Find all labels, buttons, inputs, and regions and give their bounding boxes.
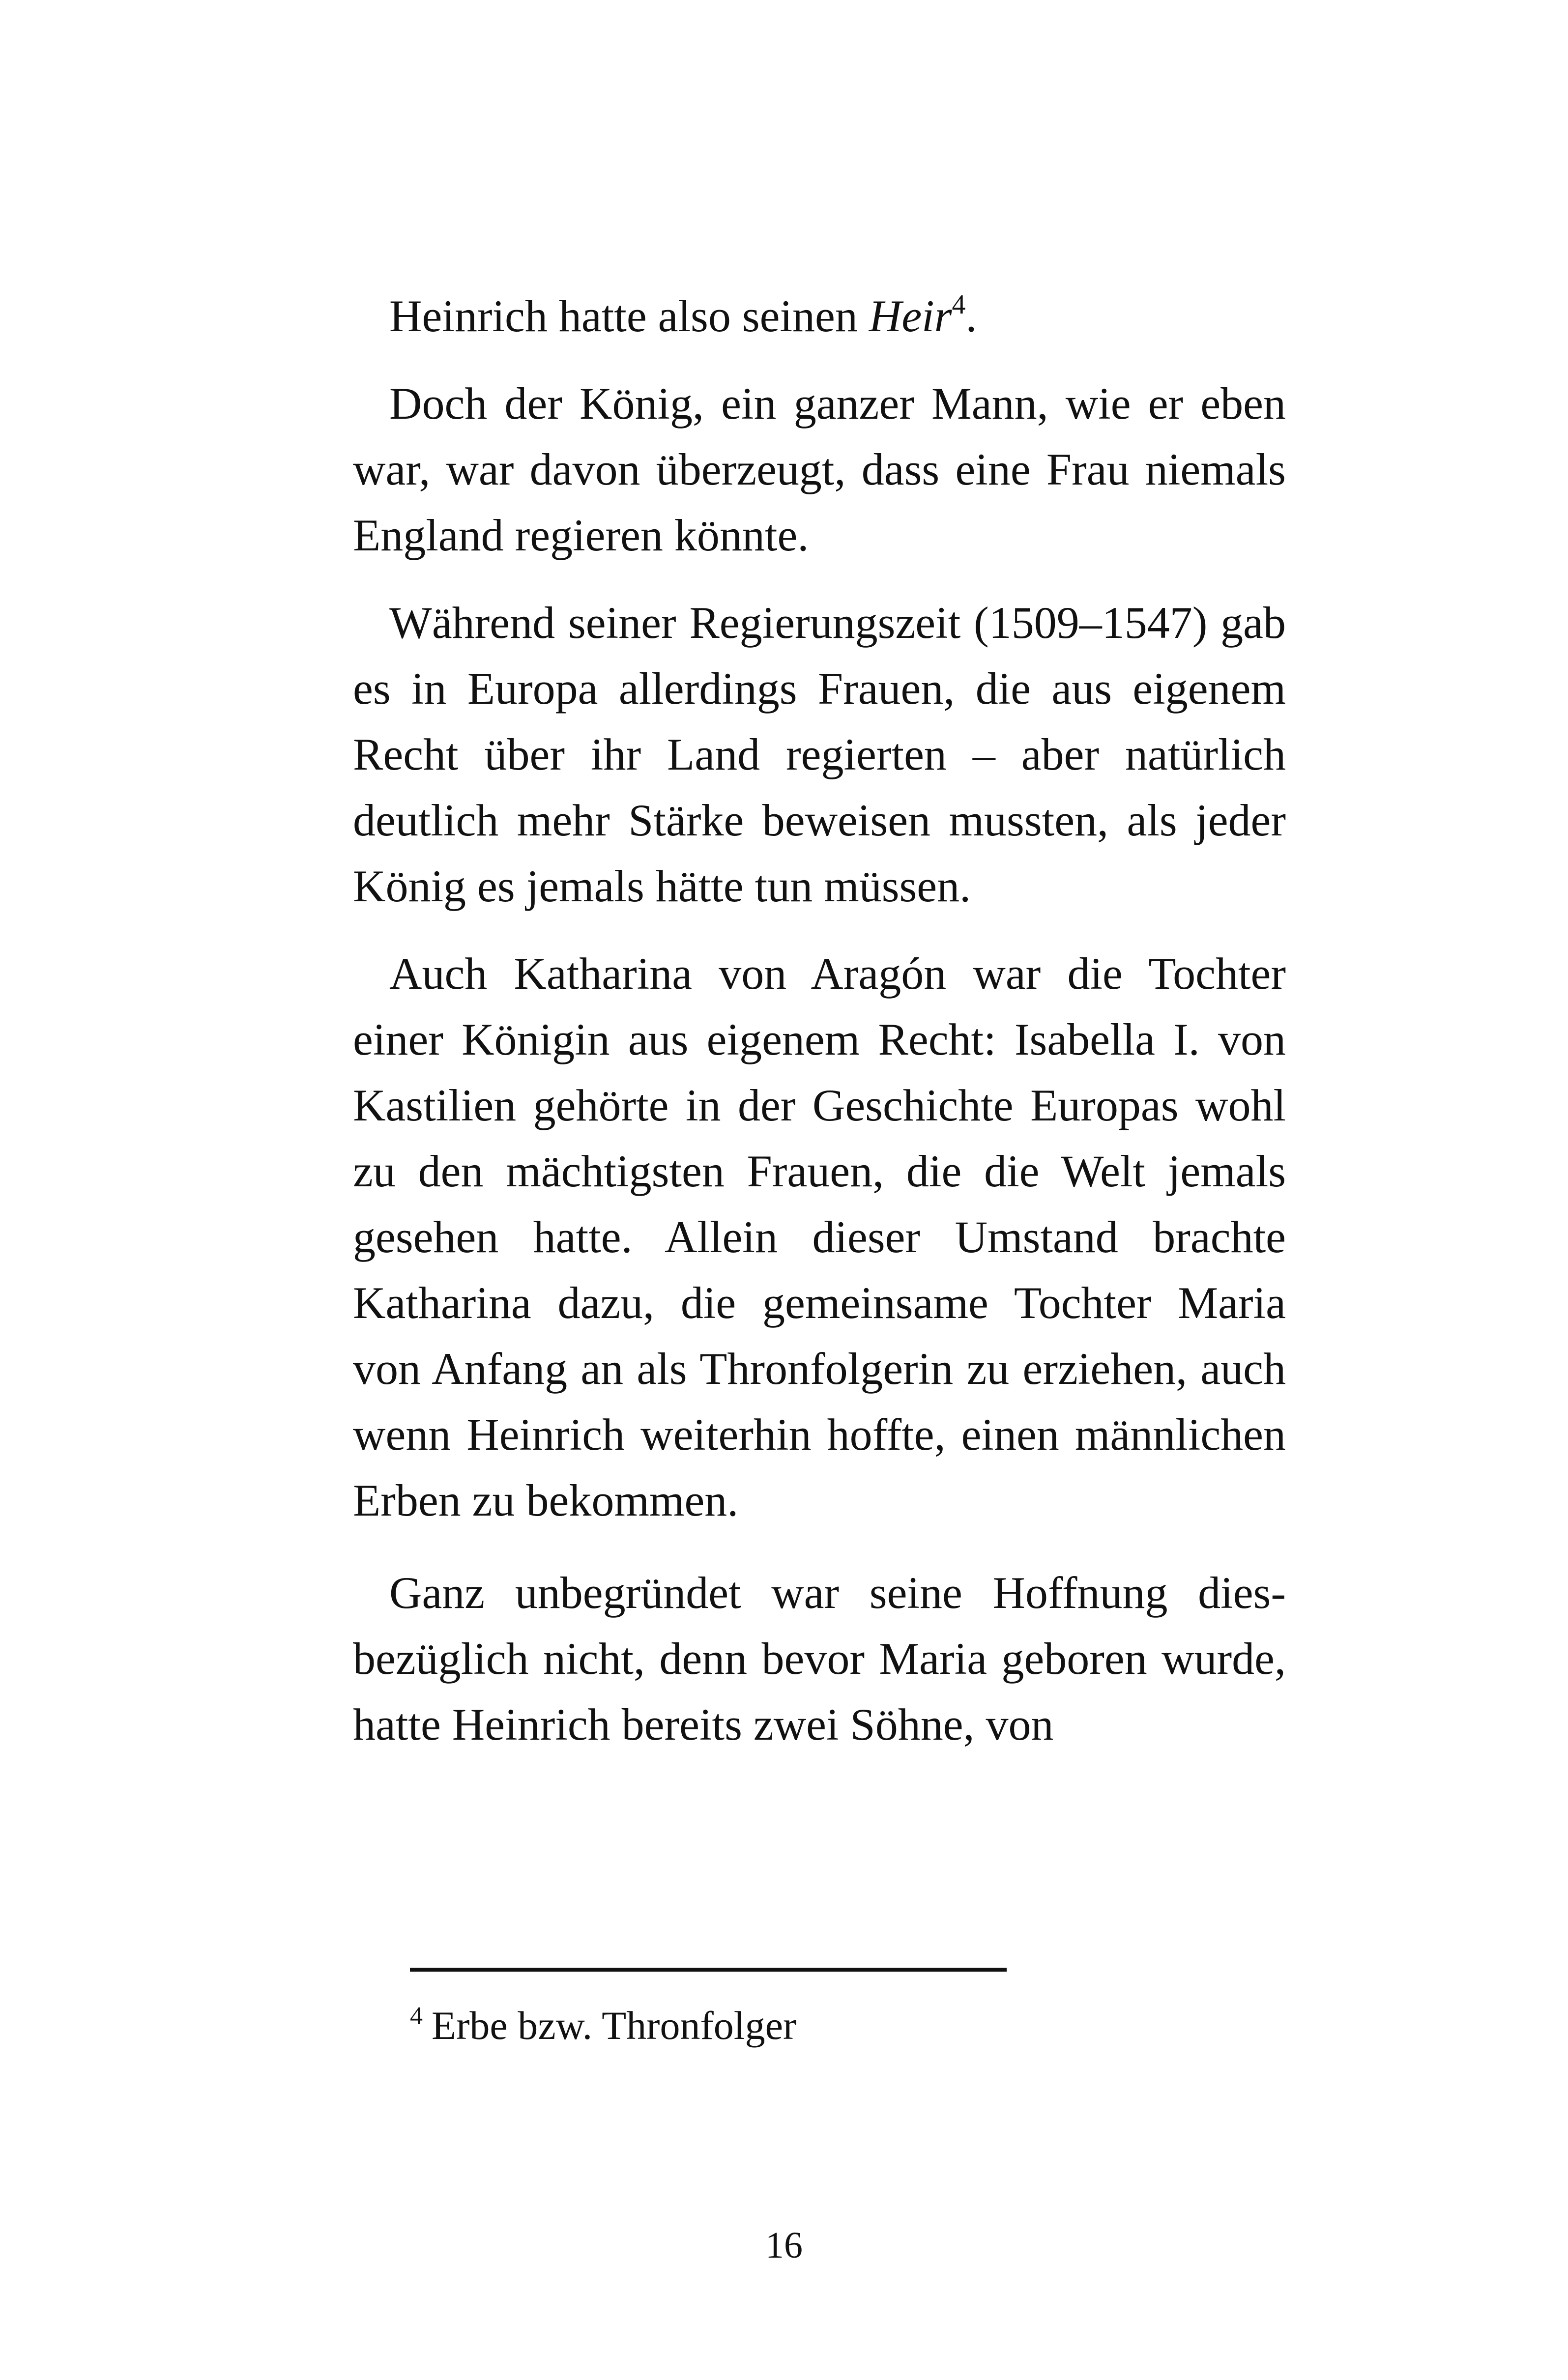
body-text — [353, 283, 1286, 1757]
italic-term: Heir — [869, 291, 952, 341]
footnote-divider — [410, 1968, 1007, 1972]
paragraph-2: Doch der König, ein ganzer Mann, wie er eben war, war davon überzeugt, dass eine Frau niemals England regieren könnte. — [353, 378, 1286, 560]
paragraph-1 — [353, 283, 1286, 349]
paragraph-4: Auch Katharina von Aragón war die Tochter einer Königin aus eigenem Recht: Isabella I. von Kastilien gehörte in der Geschichte Europas wohl zu den mächtigsten Frauen, die die Welt jemals gesehen hatte. Allein dieser Umstand brachte Katharina dazu, die gemeinsame Tochter Maria von Anfang an als Thronfolgerin zu erziehen, auch wenn Heinrich weiterhin hoffte, einen männlichen Erben zu bekommen. — [353, 948, 1286, 1525]
paragraph-5: Ganz unbegründet war seine Hoffnung diesbezüglich nicht, denn bevor Maria geboren wurde, hatte Heinrich bereits zwei Söhne, von — [353, 1568, 1286, 1749]
page-number: 16 — [765, 2225, 803, 2266]
paragraph-1-text: Heinrich hatte also seinen — [389, 291, 869, 341]
footnote-number: 4 — [410, 2002, 423, 2030]
footnote-reference[interactable]: 4 — [952, 289, 966, 320]
paragraph-1-end: . — [965, 291, 977, 341]
footnote — [410, 2001, 796, 2050]
paragraph-3: Während seiner Regierungszeit (1509–1547) gab es in Europa allerdings Frauen, die aus eigenem Recht über ihr Land regierten – aber natürlich deutlich mehr Stärke beweisen mussten, als jeder König es jemals hätte tun müssen. — [353, 598, 1286, 911]
footnote-text: Erbe bzw. Thronfolger — [432, 2003, 797, 2048]
